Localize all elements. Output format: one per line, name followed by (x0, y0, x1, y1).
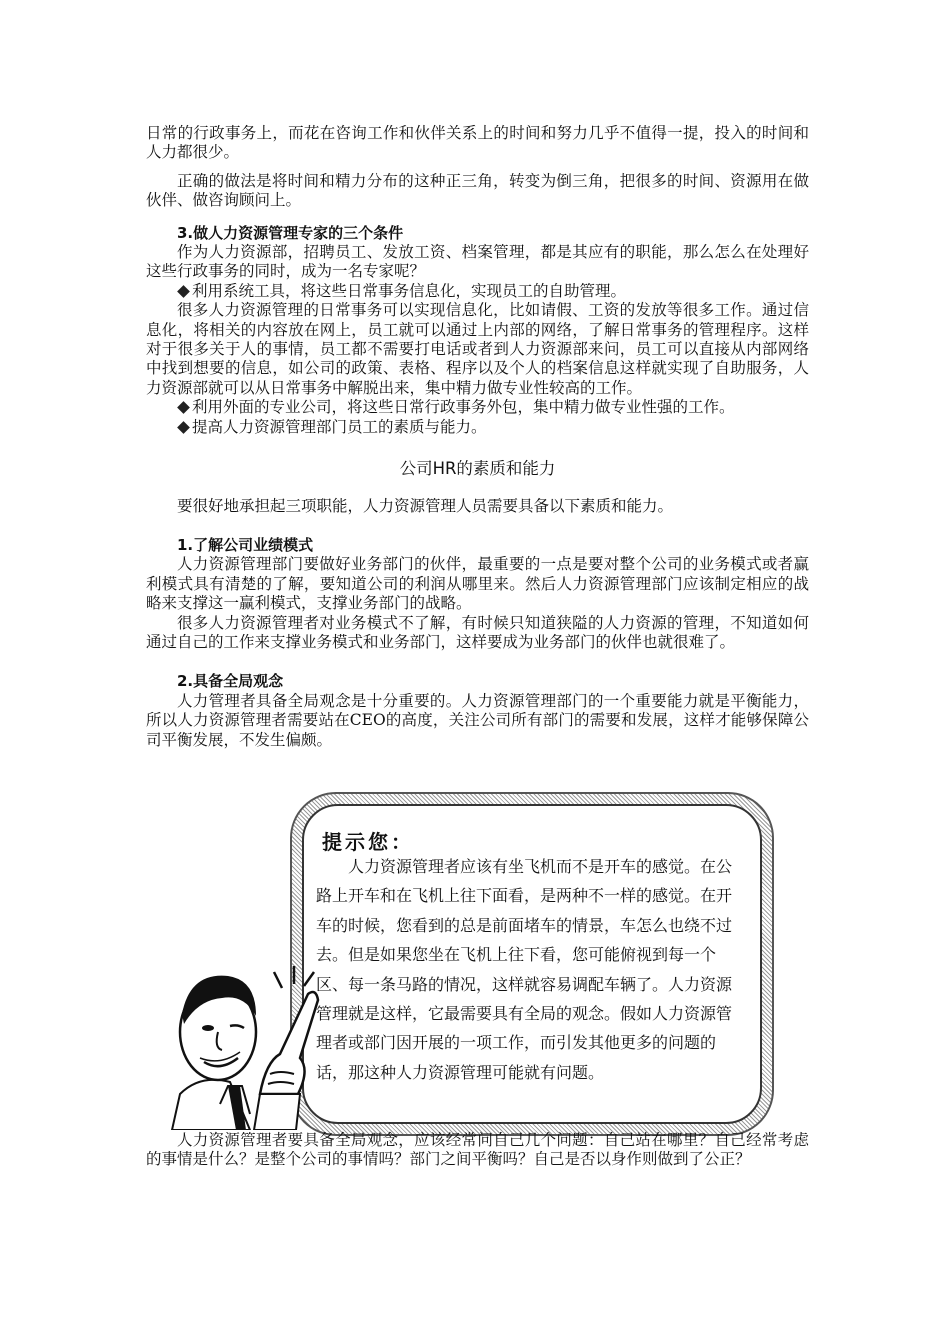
subsection-heading: 1.了解公司业绩模式 (177, 535, 314, 554)
tip-text (316, 852, 740, 1087)
diamond-bullet-icon (177, 285, 190, 298)
paragraph: 作为人力资源部，招聘员工、发放工资、档案管理，都是其应有的职能，那么怎么在处理好这些行政事务的同时，成为一名专家呢？ (146, 243, 809, 281)
paragraph: 人力资源管理部门要做好业务部门的伙伴，最重要的一点是要对整个公司的业务模式或者赢利模式具有清楚的了解，要知道公司的利润从哪里来。然后人力资源管理部门应该制定相应的战略来支撑这一赢利模式，支撑业务部门的战略。 (146, 555, 809, 613)
paragraph: 日常的行政事务上，而花在咨询工作和伙伴关系上的时间和努力几乎不值得一提，投入的时间和人力都很少。 (146, 124, 809, 162)
subsection-heading: 2.具备全局观念 (177, 672, 284, 691)
bullet-item (146, 282, 809, 301)
paragraph: 人力管理者具备全局观念是十分重要的。人力资源管理部门的一个重要能力就是平衡能力，所以人力资源管理者需要站在CEO的高度，关注公司所有部门的需要和发展，这样才能够保障公司平衡发展，不发生偏颇。 (146, 691, 809, 749)
closing-text (146, 1131, 809, 1170)
paragraph: 很多人力资源管理的日常事务可以实现信息化，比如请假、工资的发放等很多工作。通过信息化，将相关的内容放在网上，员工就可以通过上内部的网络，了解日常事务的管理程序。这样对于很多关于人的事情，员工都不需要打电话或者到人力资源部来问，员工可以直接从内部网络中找到想要的信息，如公司的政策、表格、程序以及个人的档案信息这样就实现了自助服务，人力资源部就可以从日常事务中解脱出来，集中精力做专业性较高的工作。 (146, 301, 809, 397)
main-text (146, 124, 809, 750)
paragraph: 很多人力资源管理者对业务模式不了解，有时候只知道狭隘的人力资源的管理，不知道如何通过自己的工作来支撑业务模式和业务部门，这样要成为业务部门的伙伴也就很难了。 (146, 613, 809, 651)
diamond-bullet-icon (177, 401, 190, 414)
bullet-text: 提高人力资源管理部门员工的素质与能力。 (192, 417, 487, 436)
pointing-man-illustration (170, 954, 330, 1130)
bullet-item (146, 398, 809, 417)
paragraph: 人力资源管理者要具备全局观念，应该经常问自己几个问题：自己站在哪里？自己经常考虑的事情是什么？是整个公司的事情吗？部门之间平衡吗？自己是否以身作则做到了公正？ (146, 1131, 809, 1169)
paragraph: 要很好地承担起三项职能，人力资源管理人员需要具备以下素质和能力。 (177, 496, 674, 515)
tip-title: 提示您： (322, 830, 414, 854)
section-title: 公司HR的素质和能力 (399, 459, 556, 479)
bullet-item (146, 418, 809, 437)
paragraph: 正确的做法是将时间和精力分布的这种正三角，转变为倒三角，把很多的时间、资源用在做伙伴、做咨询顾问上。 (146, 171, 809, 210)
section-heading: 3.做人力资源管理专家的三个条件 (177, 223, 404, 242)
tip-body: 人力资源管理者应该有坐飞机而不是开车的感觉。在公路上开车和在飞机上往下面看，是两种不一样的感觉。在开车的时候，您看到的总是前面堵车的情景，车怎么也绕不过去。但是如果您坐在飞机上往下看，您可能俯视到每一个区、每一条马路的情况，这样就容易调配车辆了。人力资源管理就是这样，它最需要具有全局的观念。假如人力资源管理者或部门因开展的一项工作，而引发其他更多的问题的话，那这种人力资源管理可能就有问题。 (316, 857, 733, 1082)
bullet-text: 利用系统工具，将这些日常事务信息化，实现员工的自助管理。 (192, 281, 627, 300)
diamond-bullet-icon (177, 421, 190, 434)
bullet-text: 利用外面的专业公司，将这些日常行政事务外包，集中精力做专业性强的工作。 (192, 398, 735, 417)
